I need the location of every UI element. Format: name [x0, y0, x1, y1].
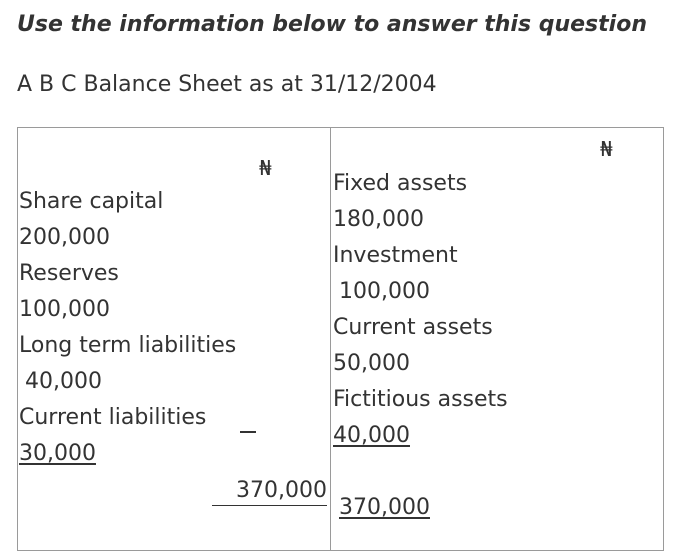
asset-label-current: Current assets [333, 315, 493, 340]
naira-symbol-right: ₦ [600, 137, 613, 161]
asset-label-investment: Investment [333, 243, 458, 268]
liability-amount-share-capital: 200,000 [19, 225, 110, 250]
asset-amount-fixed: 180,000 [333, 207, 424, 232]
asset-amount-current: 50,000 [333, 351, 410, 376]
instruction-text: Use the information below to answer this question [17, 12, 647, 37]
liabilities-total: 370,000 [212, 478, 327, 506]
assets-total: 370,000 [339, 495, 430, 520]
liability-amount-current: 30,000 [19, 441, 96, 466]
asset-amount-fictitious: 40,000 [333, 423, 410, 448]
balance-sheet-title: A B C Balance Sheet as at 31/12/2004 [17, 72, 437, 97]
liability-amount-long-term: 40,000 [25, 369, 102, 394]
asset-label-fictitious: Fictitious assets [333, 387, 508, 412]
naira-symbol-left: ₦ [259, 156, 272, 180]
liability-label-current: Current liabilities [19, 405, 207, 430]
liability-label-long-term: Long term liabilities [19, 333, 237, 358]
liability-label-share-capital: Share capital [19, 189, 164, 214]
column-divider [330, 127, 331, 551]
liability-amount-reserves: 100,000 [19, 297, 110, 322]
liability-label-reserves: Reserves [19, 261, 119, 286]
dash-mark [240, 431, 256, 433]
asset-amount-investment: 100,000 [339, 279, 430, 304]
asset-label-fixed: Fixed assets [333, 171, 468, 196]
